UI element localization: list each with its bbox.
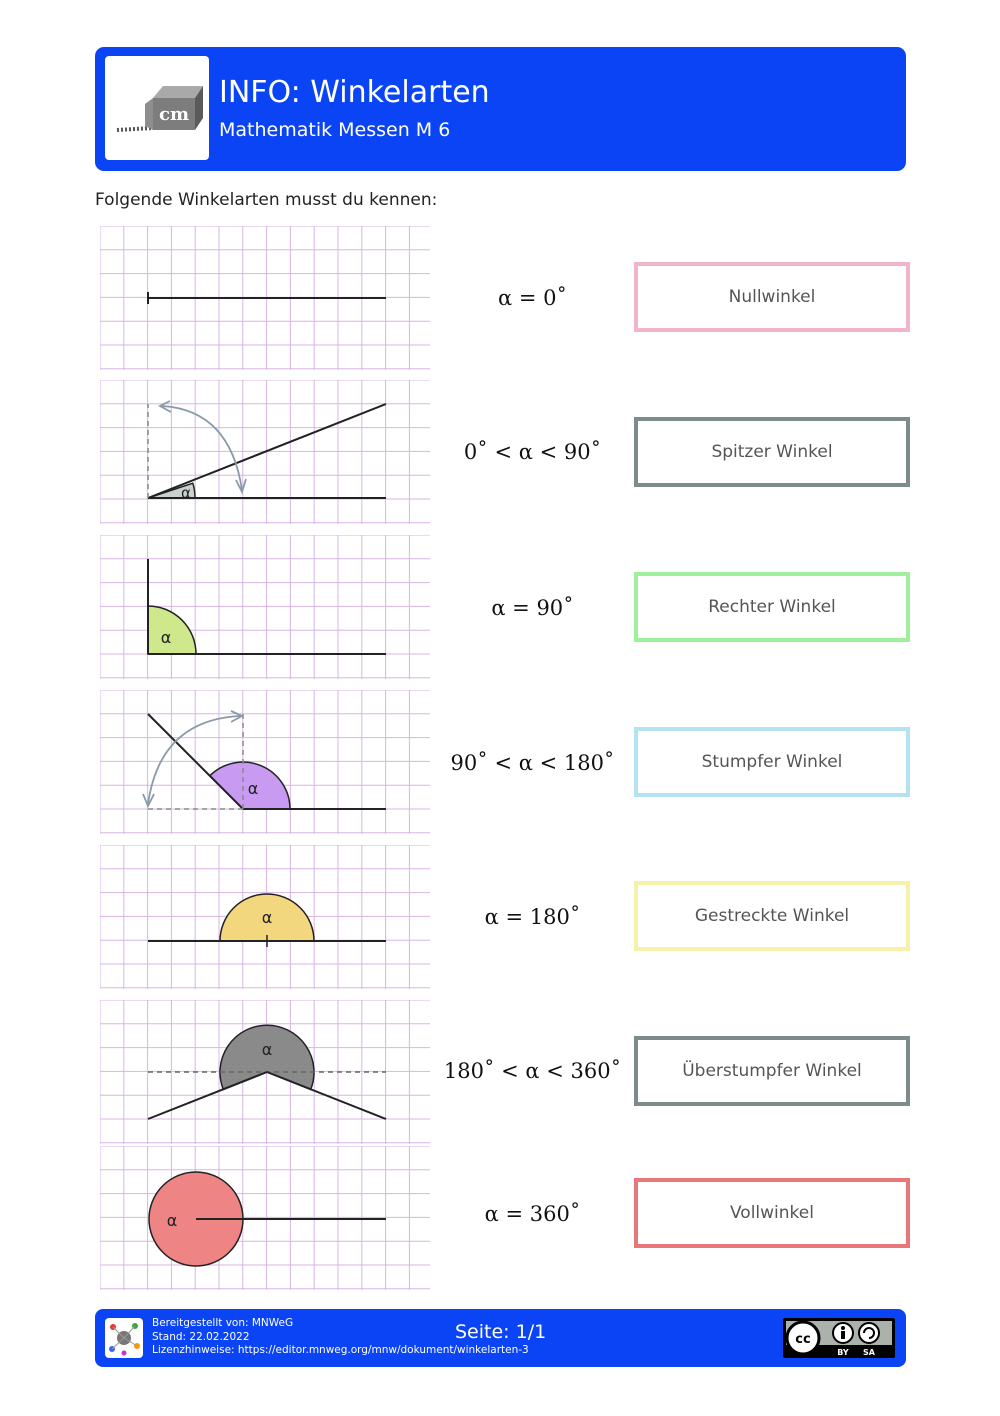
provided-by: Bereitgestellt von: MNWeG <box>152 1317 294 1329</box>
sa-icon <box>859 1323 879 1343</box>
formula-gestreckt: α = 180˚ <box>484 905 581 929</box>
logo-text: cm <box>158 104 190 125</box>
sa-label: SA <box>863 1348 875 1357</box>
name-box-voll: Vollwinkel <box>634 1178 910 1248</box>
name-box-ueberstumpf: Überstumpfer Winkel <box>634 1036 910 1106</box>
name-box-null: Nullwinkel <box>634 262 910 332</box>
date-stamp: Stand: 22.02.2022 <box>152 1330 250 1343</box>
footer-banner <box>95 1309 906 1367</box>
formula-spitz: 0˚ < α < 90˚ <box>463 440 602 464</box>
alpha-label: α <box>181 484 191 502</box>
alpha-label: α <box>261 908 273 927</box>
grid-lines <box>100 690 430 834</box>
formula-null: α = 0˚ <box>498 286 567 310</box>
formula-stumpf: 90˚ < α < 180˚ <box>450 751 615 775</box>
cc-by-sa-badge[interactable] <box>783 1318 895 1358</box>
measuring-tape-logo <box>105 56 209 160</box>
header-banner <box>95 47 906 171</box>
mnweg-logo-icon <box>105 1318 143 1358</box>
reflex-angle-figure <box>100 1000 430 1144</box>
full-angle-figure <box>100 1146 430 1290</box>
name-box-stumpf: Stumpfer Winkel <box>634 727 910 797</box>
page-title: INFO: Winkelarten <box>219 75 490 110</box>
null-angle-figure <box>100 226 430 370</box>
by-label: BY <box>837 1348 849 1357</box>
alpha-label: α <box>247 779 259 798</box>
name-box-spitz: Spitzer Winkel <box>634 417 910 487</box>
formula-voll: α = 360˚ <box>484 1202 581 1226</box>
cc-label: cc <box>795 1332 811 1347</box>
formula-recht: α = 90˚ <box>491 596 574 620</box>
straight-angle-figure <box>100 845 430 989</box>
formula-ueberstumpf: 180˚ < α < 360˚ <box>443 1059 622 1083</box>
page-subtitle: Mathematik Messen M 6 <box>219 119 451 141</box>
intro-text: Folgende Winkelarten musst du kennen: <box>95 190 438 210</box>
alpha-label: α <box>261 1040 273 1059</box>
right-angle-fill <box>148 606 196 654</box>
right-angle-figure <box>100 535 430 679</box>
license-link[interactable]: Lizenzhinweise: https://editor.mnweg.org/mnw/dokument/winkelarten-3 <box>152 1344 529 1356</box>
obtuse-angle-figure <box>100 690 430 834</box>
alpha-label: α <box>166 1211 178 1230</box>
page-number: Seite: 1/1 <box>455 1321 547 1343</box>
acute-angle-figure <box>100 380 430 524</box>
name-box-gestreckt: Gestreckte Winkel <box>634 881 910 951</box>
alpha-label: α <box>160 628 172 647</box>
name-box-recht: Rechter Winkel <box>634 572 910 642</box>
